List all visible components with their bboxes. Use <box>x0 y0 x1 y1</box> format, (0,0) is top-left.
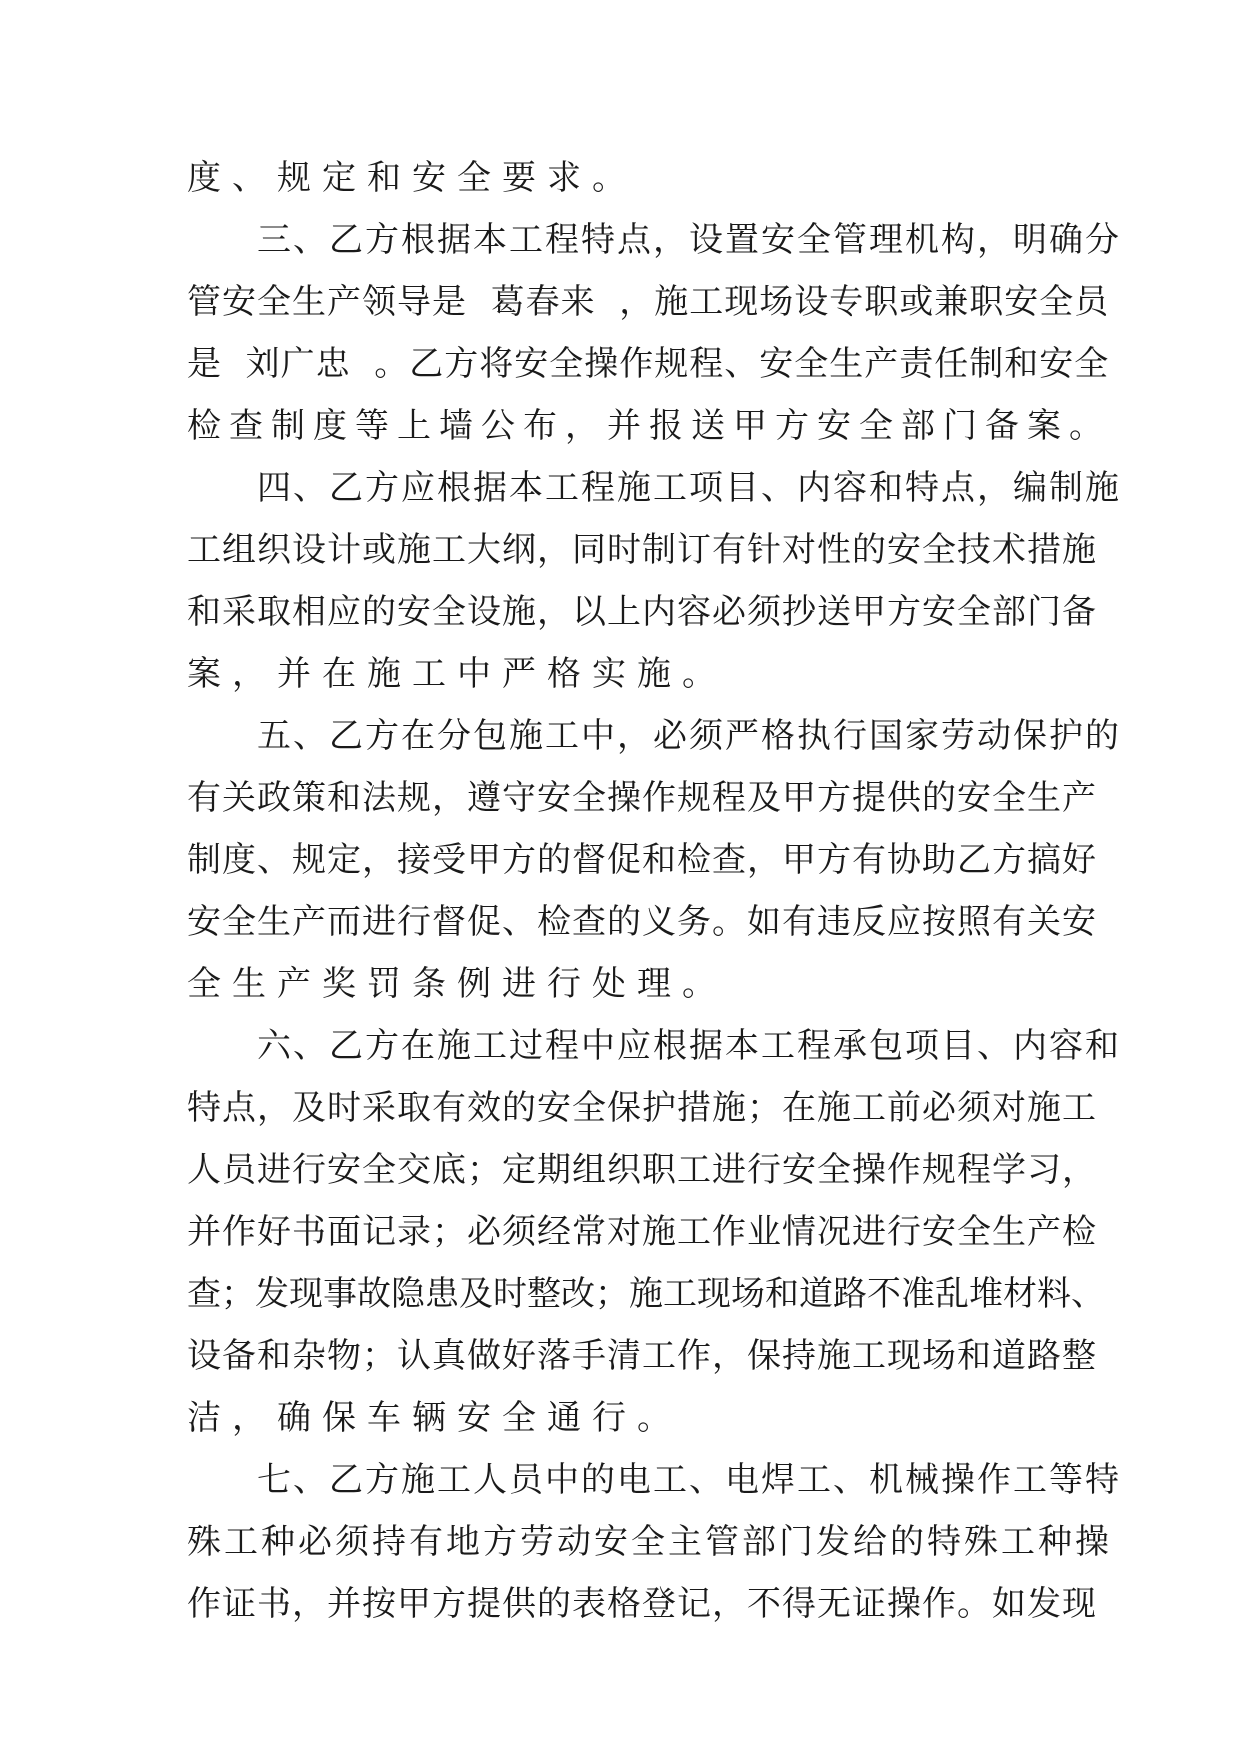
clause-6-heading-line: 六、乙方在施工过程中应根据本工程承包项目、内容和 <box>257 1026 1121 1066</box>
text-line: 安全生产而进行督促、检查的义务。如有违反应按照有关安 <box>187 902 1097 942</box>
text-line: 全生产奖罚条例进行处理。 <box>187 964 727 1004</box>
text-line: 和采取相应的安全设施，以上内容必须抄送甲方安全部门备 <box>187 592 1097 632</box>
text-line: 设备和杂物；认真做好落手清工作，保持施工现场和道路整 <box>187 1336 1097 1376</box>
text-line: 度、规定和安全要求。 <box>187 158 637 198</box>
clause-3-heading-line: 三、乙方根据本工程特点，设置安全管理机构，明确分 <box>257 220 1121 260</box>
clause-7-heading-line: 七、乙方施工人员中的电工、电焊工、机械操作工等特 <box>257 1460 1121 1500</box>
text-line: 特点，及时采取有效的安全保护措施；在施工前必须对施工 <box>187 1088 1097 1128</box>
clause-5-heading-line: 五、乙方在分包施工中，必须严格执行国家劳动保护的 <box>257 716 1121 756</box>
text-line: 是 刘广忠 。乙方将安全操作规程、安全生产责任制和安全 <box>187 344 1110 384</box>
text-line: 工组织设计或施工大纲，同时制订有针对性的安全技术措施 <box>187 530 1097 570</box>
text-line: 检查制度等上墙公布，并报送甲方安全部门备案。 <box>187 406 1111 446</box>
clause-4-heading-line: 四、乙方应根据本工程施工项目、内容和特点，编制施 <box>257 468 1121 508</box>
text-line: 管安全生产领导是 葛春来 ，施工现场设专职或兼职安全员 <box>187 282 1110 322</box>
text-line: 查；发现事故隐患及时整改；施工现场和道路不准乱堆材料、 <box>187 1274 1105 1314</box>
text-line: 案，并在施工中严格实施。 <box>187 654 727 694</box>
text-line: 作证书，并按甲方提供的表格登记，不得无证操作。如发现 <box>187 1584 1097 1624</box>
text-line: 制度、规定，接受甲方的督促和检查，甲方有协助乙方搞好 <box>187 840 1097 880</box>
text-line: 有关政策和法规，遵守安全操作规程及甲方提供的安全生产 <box>187 778 1097 818</box>
text-line: 并作好书面记录；必须经常对施工作业情况进行安全生产检 <box>187 1212 1097 1252</box>
text-line: 洁，确保车辆安全通行。 <box>187 1398 682 1438</box>
text-line: 殊工种必须持有地方劳动安全主管部门发给的特殊工种操 <box>187 1522 1112 1562</box>
text-line: 人员进行安全交底；定期组织职工进行安全操作规程学习， <box>187 1150 1097 1190</box>
